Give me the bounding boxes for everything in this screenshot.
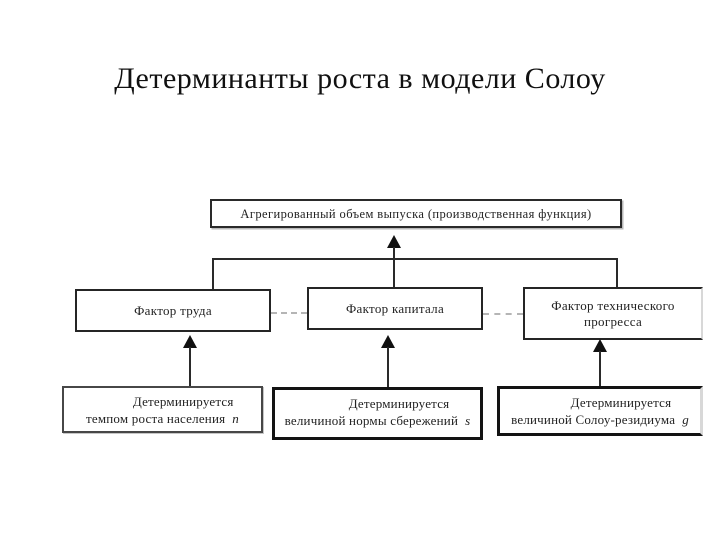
capital-arrow-stem: [387, 347, 389, 387]
symbol-n: n: [232, 410, 239, 426]
output-box: [210, 199, 622, 228]
determinant-population-line1: Детерминируется: [132, 394, 234, 409]
factor-tech-label: Фактор технического прогресса: [551, 297, 675, 329]
tech-arrow-stem: [599, 351, 601, 386]
slide-title: Детерминанты роста в модели Солоу: [114, 62, 606, 95]
factor-box-labour: [75, 289, 271, 332]
factor-capital-label: Фактор капитала: [345, 300, 445, 316]
determinant-population-line2: темпом роста населения n: [86, 410, 239, 426]
factor-box-capital: [307, 287, 483, 330]
connector-bracket-center-drop: [393, 258, 395, 288]
dashed-connector-left: [271, 312, 307, 314]
determinant-box-solow-residual: [497, 386, 703, 436]
determinant-solow-line1: Детерминируется: [570, 395, 672, 410]
factor-box-technical-progress: [523, 287, 703, 340]
factor-labour-label: Фактор труда: [134, 302, 212, 318]
determinant-savings-line2: величиной нормы сбережений s: [284, 412, 471, 428]
determinant-box-population: [62, 386, 263, 433]
determinant-solow-line2: величиной Солоу-резидиума g: [511, 411, 689, 427]
determinant-savings-line1: Детерминируется: [348, 396, 450, 411]
connector-bracket: [212, 258, 618, 289]
output-box-label: Агрегированный объем выпуска (производственная функция): [240, 206, 592, 221]
symbol-g: g: [682, 411, 689, 427]
dashed-connector-right: [483, 313, 523, 315]
determinant-box-savings: [272, 387, 483, 440]
labour-arrow-stem: [189, 347, 191, 386]
symbol-s: s: [465, 412, 471, 428]
